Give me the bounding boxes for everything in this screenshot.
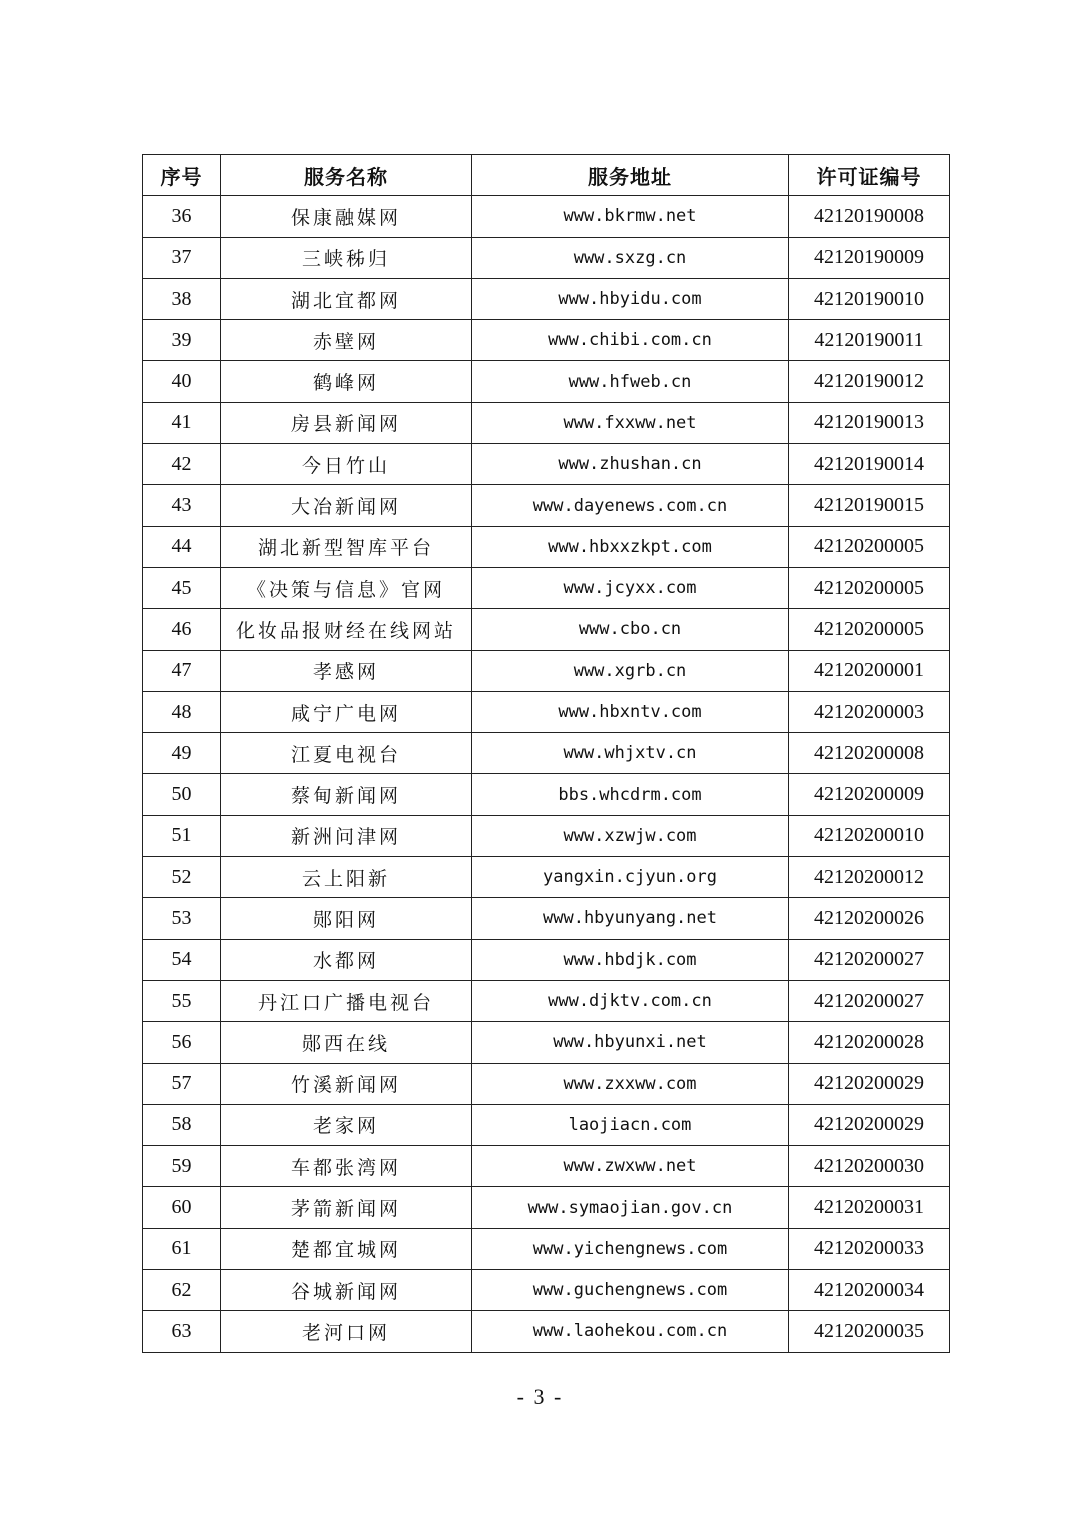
row-index: 50 (143, 774, 221, 815)
row-index: 57 (143, 1063, 221, 1104)
row-service-url: www.hbxntv.com (472, 691, 789, 732)
row-license-number: 42120190008 (789, 196, 950, 237)
row-service-name: 今日竹山 (221, 444, 472, 485)
row-service-url: www.yichengnews.com (472, 1228, 789, 1269)
table-header-row (143, 155, 950, 196)
row-index: 59 (143, 1146, 221, 1187)
row-service-url: www.jcyxx.com (472, 567, 789, 608)
row-service-name: 郧西在线 (221, 1022, 472, 1063)
table-row (143, 1146, 950, 1187)
table-row (143, 609, 950, 650)
row-service-name: 谷城新闻网 (221, 1270, 472, 1311)
row-license-number: 42120190011 (789, 320, 950, 361)
row-service-name: 《决策与信息》官网 (221, 567, 472, 608)
row-license-number: 42120200012 (789, 857, 950, 898)
row-service-url: www.hbyunxi.net (472, 1022, 789, 1063)
row-license-number: 42120200003 (789, 691, 950, 732)
row-service-name: 云上阳新 (221, 857, 472, 898)
row-service-url: www.bkrmw.net (472, 196, 789, 237)
table-row (143, 1063, 950, 1104)
table-row (143, 485, 950, 526)
row-service-name: 茅箭新闻网 (221, 1187, 472, 1228)
row-license-number: 42120200030 (789, 1146, 950, 1187)
table-row (143, 278, 950, 319)
row-index: 48 (143, 691, 221, 732)
table-row (143, 1104, 950, 1145)
row-license-number: 42120190015 (789, 485, 950, 526)
table-row (143, 898, 950, 939)
row-license-number: 42120200028 (789, 1022, 950, 1063)
table-body (143, 196, 950, 1352)
table-row (143, 361, 950, 402)
table-row (143, 567, 950, 608)
header-index: 序号 (143, 155, 221, 196)
row-service-name: 孝感网 (221, 650, 472, 691)
row-service-name: 老家网 (221, 1104, 472, 1145)
row-index: 58 (143, 1104, 221, 1145)
row-service-name: 赤壁网 (221, 320, 472, 361)
row-service-url: www.hbdjk.com (472, 939, 789, 980)
row-service-name: 咸宁广电网 (221, 691, 472, 732)
row-license-number: 42120190013 (789, 402, 950, 443)
table-row (143, 815, 950, 856)
row-service-name: 竹溪新闻网 (221, 1063, 472, 1104)
row-license-number: 42120200027 (789, 939, 950, 980)
table-row (143, 650, 950, 691)
row-index: 39 (143, 320, 221, 361)
table-row (143, 939, 950, 980)
row-index: 42 (143, 444, 221, 485)
row-service-name: 化妆品报财经在线网站 (221, 609, 472, 650)
row-service-name: 老河口网 (221, 1311, 472, 1352)
row-index: 43 (143, 485, 221, 526)
table-row (143, 320, 950, 361)
row-license-number: 42120190012 (789, 361, 950, 402)
row-service-name: 蔡甸新闻网 (221, 774, 472, 815)
row-service-name: 车都张湾网 (221, 1146, 472, 1187)
row-service-url: www.dayenews.com.cn (472, 485, 789, 526)
row-index: 53 (143, 898, 221, 939)
row-index: 55 (143, 980, 221, 1021)
table-row (143, 237, 950, 278)
row-index: 44 (143, 526, 221, 567)
row-license-number: 42120200027 (789, 980, 950, 1021)
row-service-url: www.sxzg.cn (472, 237, 789, 278)
row-license-number: 42120190010 (789, 278, 950, 319)
row-service-name: 新洲问津网 (221, 815, 472, 856)
row-index: 56 (143, 1022, 221, 1063)
table-row (143, 1022, 950, 1063)
row-service-name: 保康融媒网 (221, 196, 472, 237)
table-row (143, 1311, 950, 1352)
row-index: 51 (143, 815, 221, 856)
row-service-url: www.chibi.com.cn (472, 320, 789, 361)
row-service-url: www.fxxww.net (472, 402, 789, 443)
row-index: 41 (143, 402, 221, 443)
row-service-url: www.laohekou.com.cn (472, 1311, 789, 1352)
table-row (143, 733, 950, 774)
row-index: 52 (143, 857, 221, 898)
table-row (143, 1228, 950, 1269)
row-license-number: 42120200005 (789, 609, 950, 650)
table-row (143, 526, 950, 567)
header-service-name: 服务名称 (221, 155, 472, 196)
table-row (143, 980, 950, 1021)
row-service-url: www.djktv.com.cn (472, 980, 789, 1021)
row-service-url: www.hfweb.cn (472, 361, 789, 402)
table-row (143, 402, 950, 443)
row-license-number: 42120200005 (789, 567, 950, 608)
row-service-name: 丹江口广播电视台 (221, 980, 472, 1021)
row-index: 40 (143, 361, 221, 402)
row-license-number: 42120200008 (789, 733, 950, 774)
header-license-number: 许可证编号 (789, 155, 950, 196)
row-service-url: www.symaojian.gov.cn (472, 1187, 789, 1228)
row-service-url: bbs.whcdrm.com (472, 774, 789, 815)
row-license-number: 42120200029 (789, 1104, 950, 1145)
page-number: - 3 - (516, 1384, 564, 1409)
row-service-url: yangxin.cjyun.org (472, 857, 789, 898)
row-service-name: 鹤峰网 (221, 361, 472, 402)
row-service-name: 郧阳网 (221, 898, 472, 939)
row-service-url: laojiacn.com (472, 1104, 789, 1145)
row-license-number: 42120200031 (789, 1187, 950, 1228)
row-license-number: 42120200029 (789, 1063, 950, 1104)
row-service-name: 湖北新型智库平台 (221, 526, 472, 567)
row-license-number: 42120200009 (789, 774, 950, 815)
row-index: 54 (143, 939, 221, 980)
row-service-url: www.hbxxzkpt.com (472, 526, 789, 567)
table-row (143, 1270, 950, 1311)
row-service-name: 房县新闻网 (221, 402, 472, 443)
row-service-name: 大冶新闻网 (221, 485, 472, 526)
table-row (143, 691, 950, 732)
row-license-number: 42120200005 (789, 526, 950, 567)
license-table (142, 154, 950, 1353)
row-service-name: 三峡秭归 (221, 237, 472, 278)
row-index: 49 (143, 733, 221, 774)
row-service-url: www.xgrb.cn (472, 650, 789, 691)
row-service-url: www.xzwjw.com (472, 815, 789, 856)
row-service-url: www.zxxww.com (472, 1063, 789, 1104)
row-service-url: www.zhushan.cn (472, 444, 789, 485)
row-index: 60 (143, 1187, 221, 1228)
row-license-number: 42120200033 (789, 1228, 950, 1269)
row-index: 38 (143, 278, 221, 319)
row-license-number: 42120200001 (789, 650, 950, 691)
row-license-number: 42120190009 (789, 237, 950, 278)
row-license-number: 42120200026 (789, 898, 950, 939)
row-license-number: 42120200034 (789, 1270, 950, 1311)
row-service-name: 楚都宜城网 (221, 1228, 472, 1269)
table-row (143, 774, 950, 815)
row-service-url: www.whjxtv.cn (472, 733, 789, 774)
row-service-url: www.hbyunyang.net (472, 898, 789, 939)
row-index: 47 (143, 650, 221, 691)
row-license-number: 42120190014 (789, 444, 950, 485)
header-service-url: 服务地址 (472, 155, 789, 196)
row-service-name: 湖北宜都网 (221, 278, 472, 319)
table-row (143, 1187, 950, 1228)
row-service-url: www.cbo.cn (472, 609, 789, 650)
table-row (143, 444, 950, 485)
row-index: 45 (143, 567, 221, 608)
row-index: 46 (143, 609, 221, 650)
row-index: 62 (143, 1270, 221, 1311)
row-license-number: 42120200035 (789, 1311, 950, 1352)
row-index: 36 (143, 196, 221, 237)
row-service-name: 水都网 (221, 939, 472, 980)
row-index: 61 (143, 1228, 221, 1269)
row-service-url: www.hbyidu.com (472, 278, 789, 319)
table-row (143, 857, 950, 898)
table-row (143, 196, 950, 237)
row-index: 37 (143, 237, 221, 278)
row-service-url: www.zwxww.net (472, 1146, 789, 1187)
row-service-name: 江夏电视台 (221, 733, 472, 774)
row-license-number: 42120200010 (789, 815, 950, 856)
row-service-url: www.guchengnews.com (472, 1270, 789, 1311)
row-index: 63 (143, 1311, 221, 1352)
